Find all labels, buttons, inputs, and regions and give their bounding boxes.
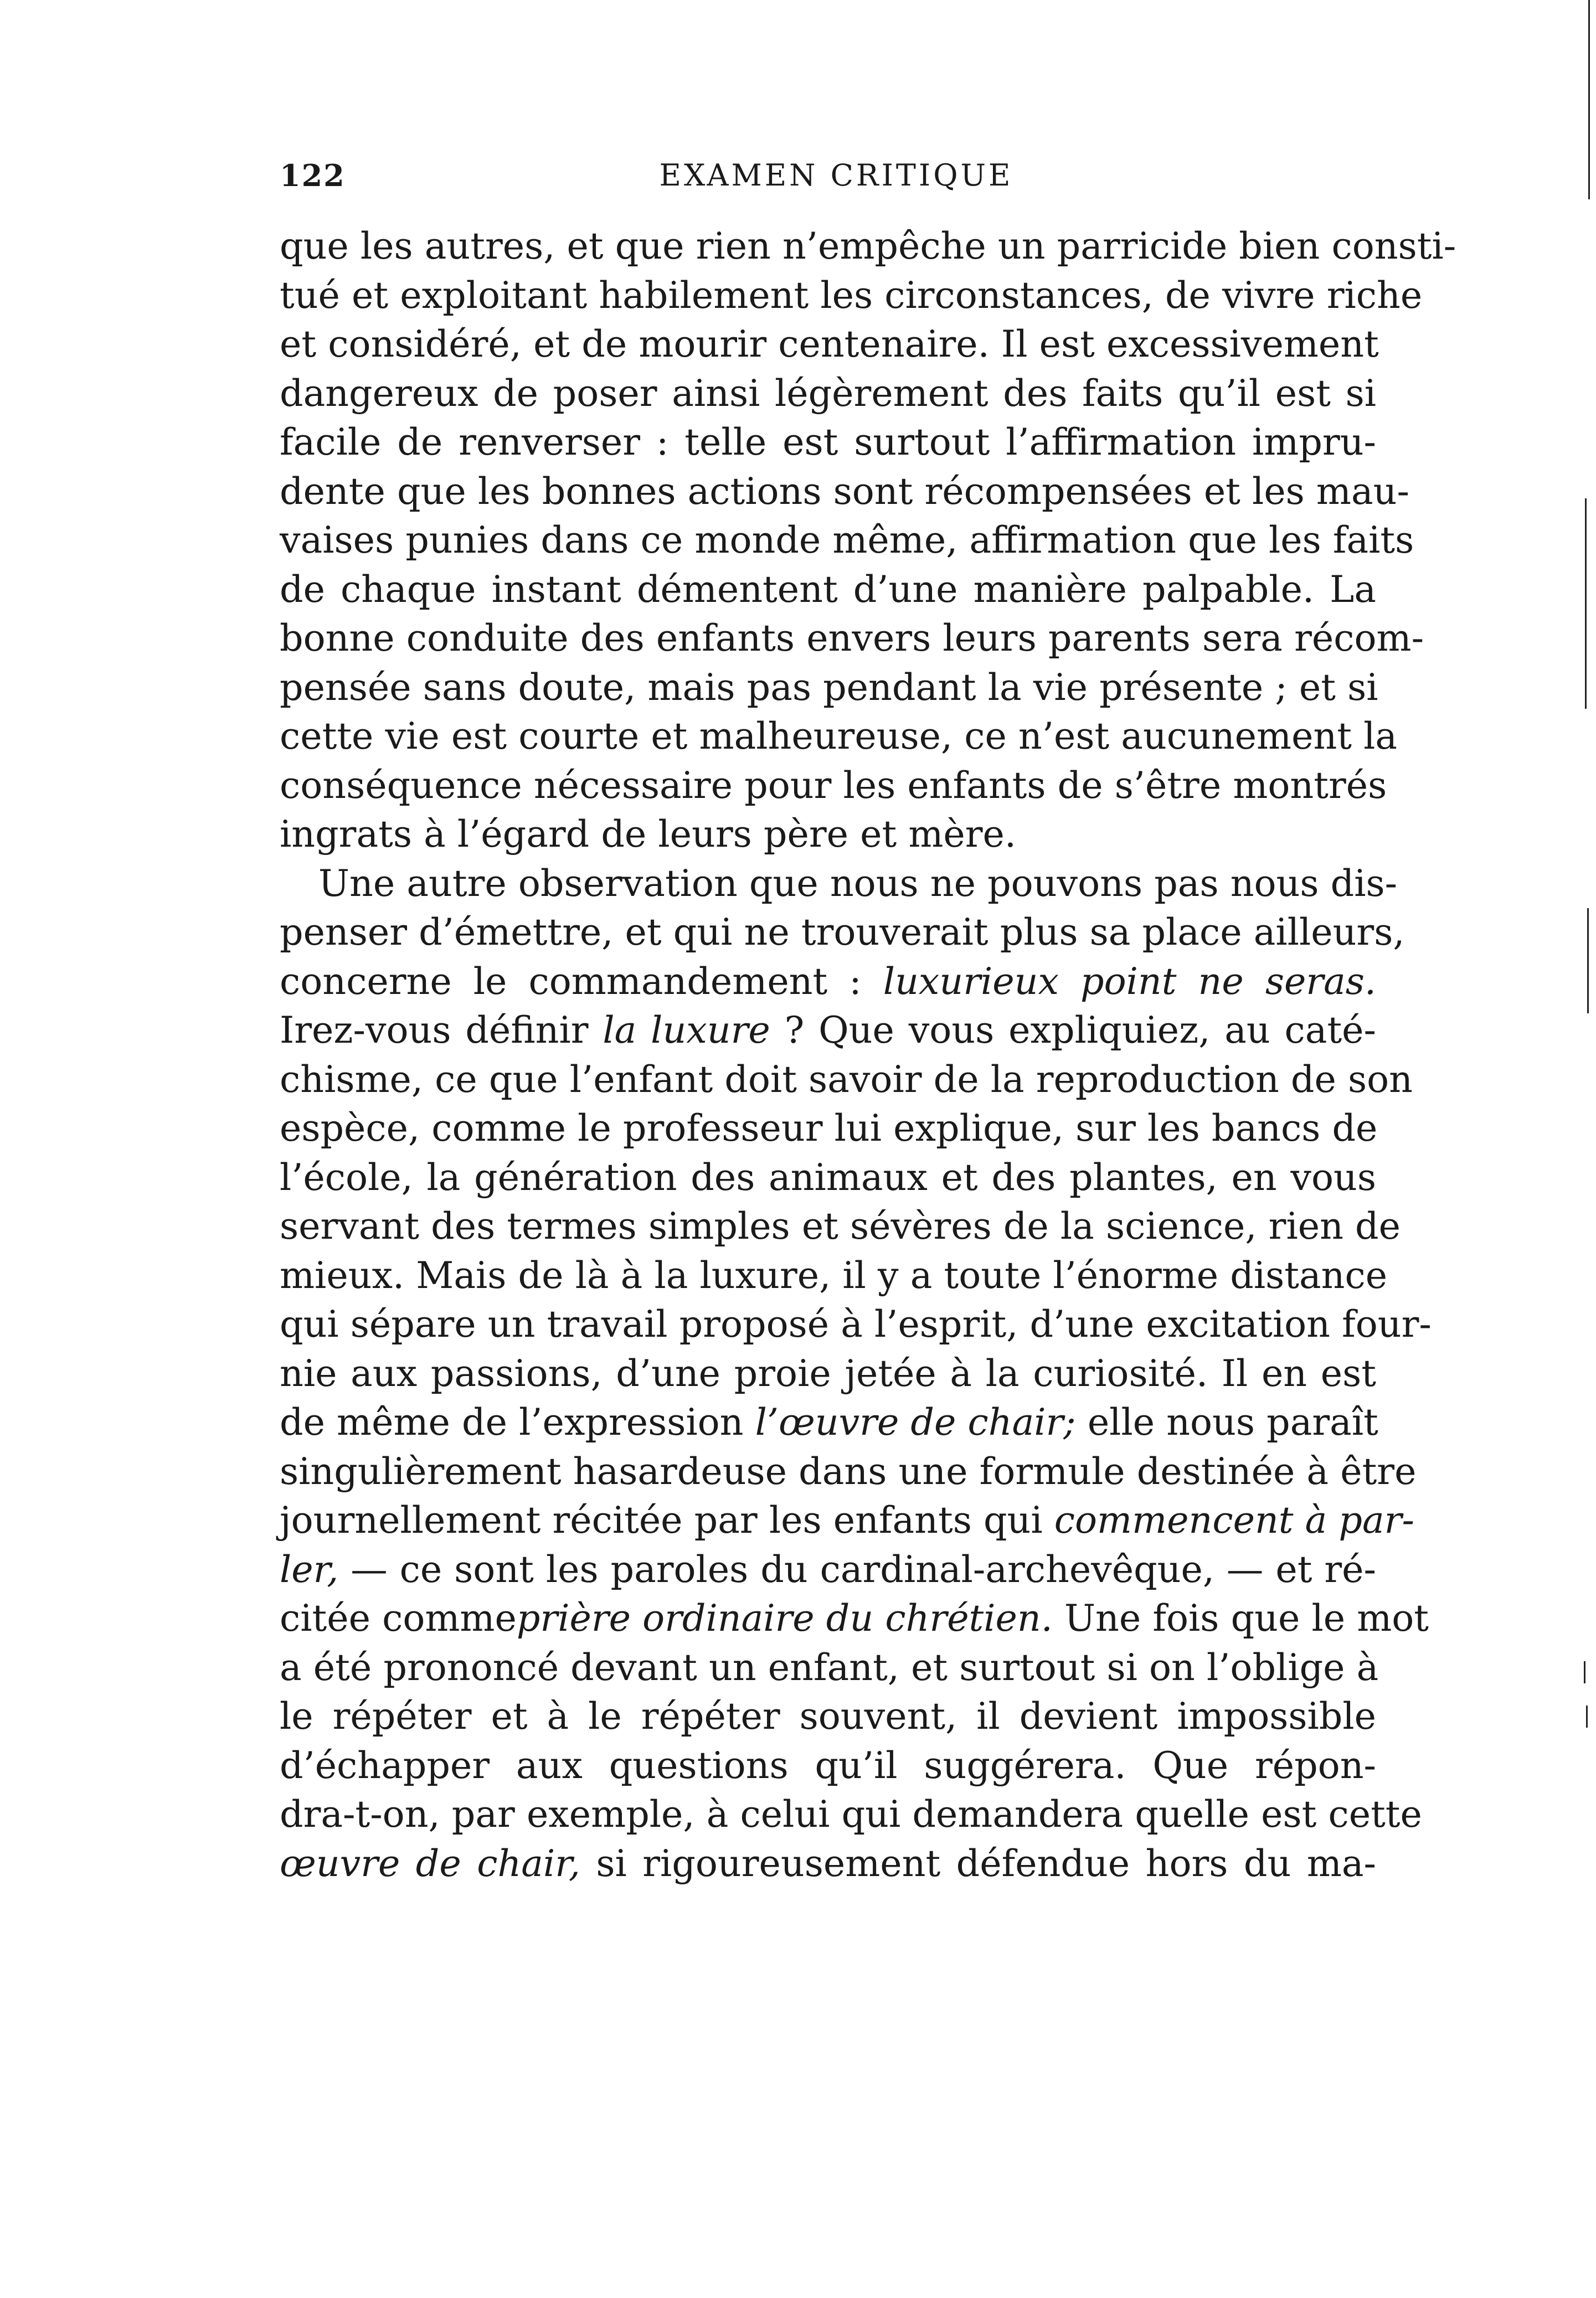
italic-term: œuvre de chair, — [280, 1841, 580, 1885]
text-line: singulièrement hasardeuse dans une formule destinée à être — [280, 1449, 1417, 1493]
italic-quote: commencent à par- — [1054, 1498, 1414, 1542]
text-line: dra-t-on, par exemple, à celui qui demandera quelle est cette — [280, 1792, 1422, 1836]
text-line: pensée sans doute, mais pas pendant la vie présente ; et si — [280, 665, 1378, 709]
text-line: a été prononcé devant un enfant, et surtout si on l’oblige à — [280, 1645, 1379, 1689]
italic-term: l’œuvre de chair; — [755, 1400, 1076, 1444]
text-line: ingrats à l’égard de leurs père et mère. — [280, 812, 1017, 856]
italic-quote: luxurieux point ne seras. — [883, 959, 1376, 1003]
text-line: qui sépare un travail proposé à l’esprit, d’une excitation four- — [280, 1302, 1432, 1346]
scan-edge-mark — [1587, 908, 1589, 1013]
scan-edge-mark — [1586, 1706, 1588, 1728]
text-line: de chaque instant démentent d’une manière palpable. La — [280, 567, 1376, 611]
text-run: ? Que vous expliquiez, au caté- — [784, 1008, 1376, 1052]
text-run: citée comme — [280, 1596, 517, 1640]
italic-quote: ler, — [280, 1547, 339, 1591]
text-line — [280, 1545, 1376, 1594]
paragraph-1 — [280, 221, 1456, 859]
text-line: et considéré, et de mourir centenaire. Il est excessivement — [280, 322, 1379, 365]
text-line: bonne conduite des enfants envers leurs parents sera récom- — [280, 616, 1424, 659]
page-number: 122 — [280, 158, 346, 193]
text-run: si rigoureusement défendue hors du ma- — [596, 1841, 1377, 1885]
text-line: penser d’émettre, et qui ne trouverait plus sa place ailleurs, — [280, 910, 1405, 954]
text-line: conséquence nécessaire pour les enfants de s’être montrés — [280, 763, 1387, 807]
text-line — [280, 1839, 1376, 1888]
text-line — [280, 957, 1376, 1006]
text-run: Irez-vous définir — [280, 1008, 589, 1052]
text-run: elle nous paraît — [1087, 1400, 1378, 1444]
text-run: de même de l’expression — [280, 1400, 744, 1444]
text-line: servant des termes simples et sévères de la science, rien de — [280, 1204, 1401, 1248]
text-line: que les autres, et que rien n’empêche un parricide bien consti- — [280, 224, 1456, 267]
page-header — [280, 158, 1393, 202]
running-head: EXAMEN CRITIQUE — [659, 158, 1013, 193]
text-line: chisme, ce que l’enfant doit savoir de la reproduction de son — [280, 1057, 1413, 1101]
text-line — [280, 1594, 1429, 1643]
text-run: Une fois que le mot — [1064, 1596, 1429, 1640]
body-text — [280, 221, 1456, 1888]
text-line: cette vie est courte et malheureuse, ce n’est aucunement la — [280, 714, 1398, 758]
text-run: — ce sont les paroles du cardinal-archevêque, — et ré- — [351, 1547, 1376, 1591]
text-line: l’école, la génération des animaux et des plantes, en vous — [280, 1155, 1376, 1199]
text-run: concerne le commandement : — [280, 959, 862, 1003]
text-line: dente que les bonnes actions sont récompensées et les mau- — [280, 469, 1409, 513]
text-line — [280, 1398, 1376, 1447]
text-line: tué et exploitant habilement les circonstances, de vivre riche — [280, 273, 1423, 317]
text-line: nie aux passions, d’une proie jetée à la curiosité. Il en est — [280, 1351, 1376, 1395]
text-line — [280, 1496, 1414, 1545]
text-line: mieux. Mais de là à la luxure, il y a toute l’énorme distance — [280, 1253, 1388, 1297]
italic-term: la luxure — [603, 1008, 770, 1052]
scan-edge-mark — [1588, 0, 1590, 199]
scan-edge-mark — [1584, 1661, 1585, 1683]
text-line — [280, 1006, 1376, 1055]
italic-quote: prière ordinaire du chrétien. — [516, 1596, 1053, 1640]
text-line: facile de renverser : telle est surtout l’affirmation impru- — [280, 420, 1376, 463]
text-line: d’échapper aux questions qu’il suggérera. Que répon- — [280, 1743, 1376, 1787]
text-line: vaises punies dans ce monde même, affirmation que les faits — [280, 518, 1414, 561]
text-line: Une autre observation que nous ne pouvons pas nous dis- — [318, 861, 1398, 905]
paragraph-2 — [280, 859, 1432, 1888]
text-run: journellement récitée par les enfants qui — [280, 1498, 1043, 1542]
scan-edge-mark — [1585, 498, 1587, 709]
text-line: le répéter et à le répéter souvent, il devient impossible — [280, 1694, 1376, 1738]
text-line: espèce, comme le professeur lui explique, sur les bancs de — [280, 1106, 1378, 1150]
text-line: dangereux de poser ainsi légèrement des faits qu’il est si — [280, 371, 1376, 415]
